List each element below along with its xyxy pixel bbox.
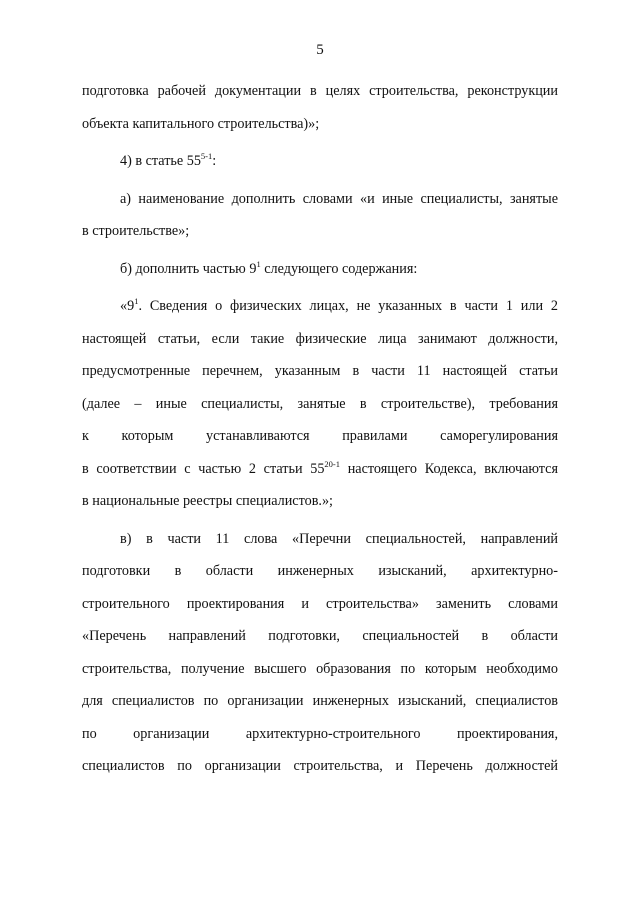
document-body [82,75,558,783]
text-line: для специалистов по организации инженерных изысканий, специалистов [82,693,558,709]
text-line: настоящей статьи, если такие физические лица занимают должности, [82,330,558,347]
text-line: в строительстве»; [82,223,190,239]
text-line: «Перечень направлений подготовки, специальностей в области [82,628,558,644]
text-line: по организации архитектурно-строительного проектирования, [82,725,558,742]
text-line: в национальные реестры специалистов.»; [82,493,333,509]
page-number: 5 [316,42,324,58]
text-line: подготовка рабочей документации в целях строительства, реконструкции [82,83,558,99]
text-line: (далее – иные специалисты, занятые в строительстве), требования [82,395,558,412]
text-line: предусмотренные перечнем, указанным в части 11 настоящей статьи [82,363,558,379]
text-line: специалистов по организации строительства, и Перечень должностей [82,758,558,774]
list-item-v: в) в части 11 слова «Перечни специальностей, направлений [120,530,558,547]
list-item-a: а) наименование дополнить словами «и иные специалисты, занятые [120,190,558,207]
list-item-4: 4) в статье 55$^{5-1}$: [120,151,217,169]
quoted-clause-start: «$9^1$. Сведения о физических лицах, не указанных в части 1 или 2 [120,296,558,314]
text-line: строительного проектирования и строительства» заменить словами [82,595,558,612]
text-line: строительства, получение высшего образования по которым необходимо [82,660,558,677]
text-line: к которым устанавливаются правилами саморегулирования [82,428,558,444]
text-line: объекта капитального строительства)»; [82,115,320,132]
text-line: в соответствии с частью 2 статьи 55$^{20-1}$ настоящего Кодекса, включаются [82,458,558,477]
list-item-b: б) дополнить частью $9^1$ следующего содержания: [120,258,418,277]
text-line: подготовки в области инженерных изысканий, архитектурно- [82,563,558,579]
